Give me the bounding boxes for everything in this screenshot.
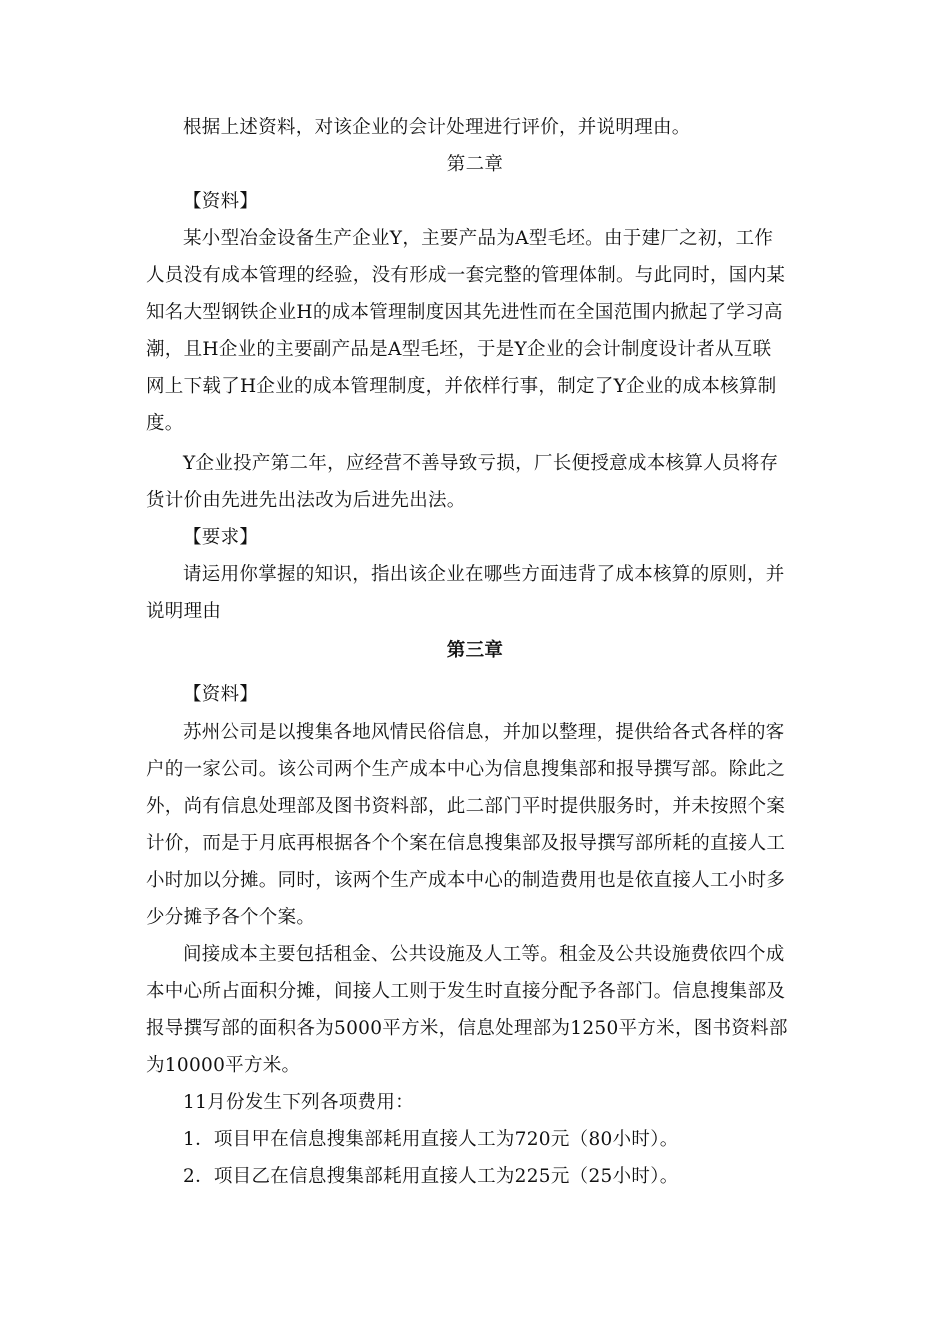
list-item: 2．项目乙在信息搜集部耗用直接人工为225元（25小时）。 xyxy=(183,1166,679,1187)
chapter-heading: 第二章 xyxy=(446,154,504,175)
text-line: Y企业投产第二年，应经营不善导致亏损，厂长便授意成本核算人员将存 xyxy=(183,453,779,474)
text-line: 报导撰写部的面积各为5000平方米，信息处理部为1250平方米，图书资料部 xyxy=(146,1018,788,1039)
list-item: 1．项目甲在信息搜集部耗用直接人工为720元（80小时）。 xyxy=(183,1129,679,1150)
section-label: 【资料】 xyxy=(183,684,259,705)
section-label: 【要求】 xyxy=(183,527,259,548)
text-line: 户的一家公司。该公司两个生产成本中心为信息搜集部和报导撰写部。除此之 xyxy=(146,759,786,780)
text-line: 本中心所占面积分摊，间接人工则于发生时直接分配予各部门。信息搜集部及 xyxy=(146,981,786,1002)
section-label: 【资料】 xyxy=(183,191,259,212)
text-line: 苏州公司是以搜集各地风情民俗信息，并加以整理，提供给各式各样的客 xyxy=(183,722,785,743)
text-line: 知名大型钢铁企业H的成本管理制度因其先进性而在全国范围内掀起了学习高 xyxy=(146,302,783,323)
text-line: 货计价由先进先出法改为后进先出法。 xyxy=(146,490,466,511)
text-line: 小时加以分摊。同时，该两个生产成本中心的制造费用也是依直接人工小时多 xyxy=(146,870,786,891)
text-line: 11月份发生下列各项费用： xyxy=(183,1092,414,1113)
text-line: 少分摊予各个个案。 xyxy=(146,907,316,928)
text-line: 根据上述资料，对该企业的会计处理进行评价，并说明理由。 xyxy=(183,117,691,138)
text-line: 间接成本主要包括租金、公共设施及人工等。租金及公共设施费依四个成 xyxy=(183,944,785,965)
text-line: 人员没有成本管理的经验，没有形成一套完整的管理体制。与此同时，国内某 xyxy=(146,265,786,286)
text-line: 网上下载了H企业的成本管理制度，并依样行事，制定了Y企业的成本核算制 xyxy=(146,376,777,397)
chapter-heading: 第三章 xyxy=(446,640,504,661)
text-line: 潮，且H企业的主要副产品是A型毛坯，于是Y企业的会计制度设计者从互联 xyxy=(146,339,772,360)
text-line: 度。 xyxy=(146,413,184,434)
text-line: 为10000平方米。 xyxy=(146,1055,301,1076)
text-line: 请运用你掌握的知识，指出该企业在哪些方面违背了成本核算的原则，并 xyxy=(183,564,785,585)
text-line: 某小型冶金设备生产企业Y，主要产品为A型毛坯。由于建厂之初，工作 xyxy=(183,228,774,249)
text-line: 计价，而是于月底再根据各个个案在信息搜集部及报导撰写部所耗的直接人工 xyxy=(146,833,786,854)
text-line: 外，尚有信息处理部及图书资料部，此二部门平时提供服务时，并未按照个案 xyxy=(146,796,786,817)
text-line: 说明理由 xyxy=(146,601,222,622)
